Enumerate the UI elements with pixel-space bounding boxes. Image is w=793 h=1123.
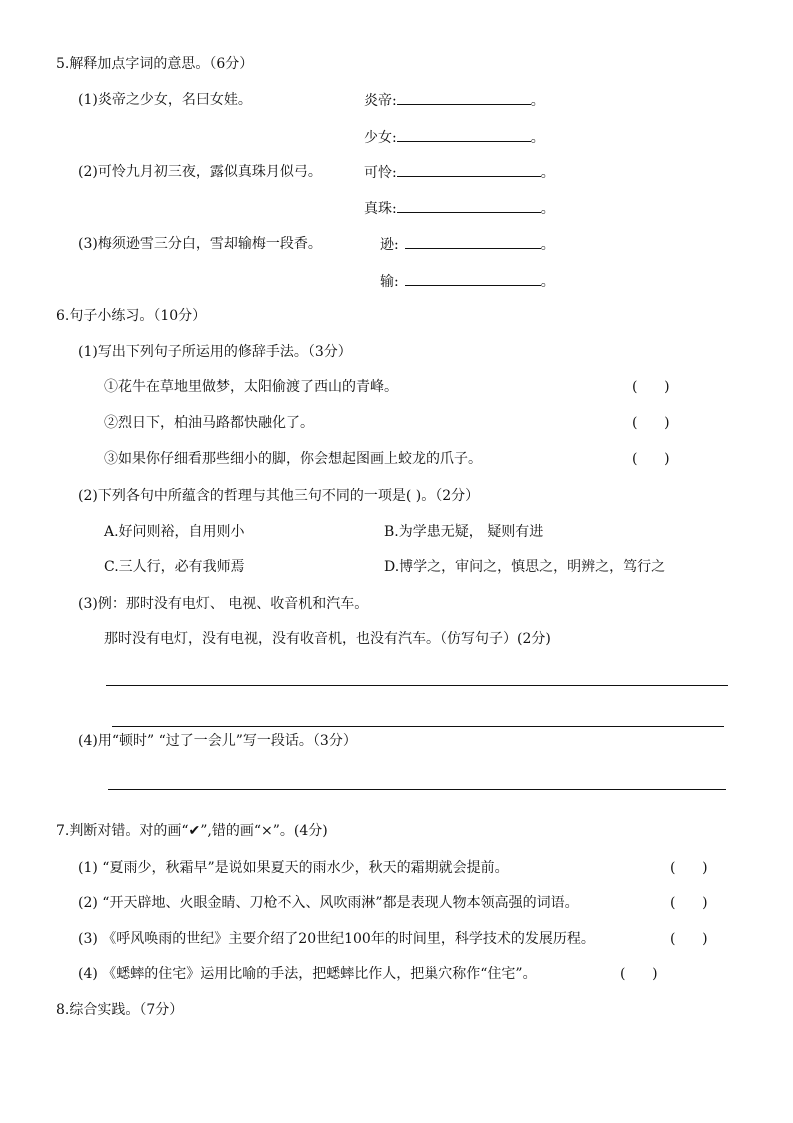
- q5-item1-term2: [364, 127, 545, 148]
- term-end: 。: [540, 165, 555, 181]
- term-end: 。: [540, 274, 555, 290]
- q6-part2-title: (2)下列各句中所蕴含的哲理与其他三句不同的一项是( )。（2分）: [78, 488, 480, 504]
- answer-line[interactable]: [108, 789, 726, 790]
- term-label: 少女:: [364, 130, 397, 146]
- answer-line[interactable]: [112, 726, 724, 727]
- q7-item2: (2) “开天辟地、火眼金睛、刀枪不入、风吹雨淋”都是表现人物本领高强的词语。: [78, 895, 579, 911]
- q6-part4-title: (4)用“顿时” “过了一会儿”写一段话。（3分）: [78, 733, 357, 749]
- q5-item3-term1: [380, 234, 555, 255]
- q7-item3: (3) 《呼风唤雨的世纪》主要介绍了20世纪100年的时间里，科学技术的发展历程。: [78, 931, 595, 947]
- term-end: 。: [540, 237, 555, 253]
- q5-item1-sentence: (1)炎帝之少女，名曰女娃。: [78, 92, 252, 108]
- q6-option-c[interactable]: C.三人行，必有我师焉: [104, 559, 245, 575]
- answer-blank[interactable]: [405, 234, 541, 249]
- answer-blank[interactable]: [397, 90, 531, 105]
- term-label: 真珠:: [364, 201, 397, 217]
- term-end: 。: [540, 201, 555, 217]
- term-label: 输:: [380, 274, 399, 290]
- q6-part1-item2: ②烈日下，柏油马路都快融化了。: [104, 415, 314, 431]
- answer-paren[interactable]: ( ): [632, 451, 670, 467]
- q6-part1-item3: ③如果你仔细看那些细小的脚，你会想起图画上蛟龙的爪子。: [104, 451, 482, 467]
- q7-item1: (1) “夏雨少，秋霜早”是说如果夏天的雨水少，秋天的霜期就会提前。: [78, 860, 509, 876]
- answer-line[interactable]: [106, 685, 728, 686]
- q5-item3-sentence: (3)梅须逊雪三分白，雪却输梅一段香。: [78, 236, 322, 252]
- q5-item1-term1: [364, 90, 545, 111]
- q5-title: 5.解释加点字词的意思。（6分）: [56, 56, 254, 72]
- term-end: 。: [530, 130, 545, 146]
- answer-paren[interactable]: ( ): [670, 895, 708, 911]
- q6-part3-transform: 那时没有电灯，没有电视，没有收音机，也没有汽车。（仿写句子）(2分): [104, 631, 551, 647]
- q5-item2-sentence: (2)可怜九月初三夜，露似真珠月似弓。: [78, 164, 322, 180]
- term-label: 炎帝:: [364, 93, 397, 109]
- answer-blank[interactable]: [397, 127, 531, 142]
- term-label: 逊:: [380, 237, 399, 253]
- q6-option-d[interactable]: D.博学之，审问之，慎思之，明辨之，笃行之: [384, 559, 666, 575]
- q5-item2-term2: [364, 198, 555, 219]
- q5-item2-term1: [364, 162, 555, 183]
- answer-paren[interactable]: ( ): [670, 931, 708, 947]
- q5-item3-term2: [380, 271, 555, 292]
- answer-paren[interactable]: ( ): [632, 379, 670, 395]
- answer-blank[interactable]: [397, 198, 541, 213]
- q7-title: 7.判断对错。对的画“✔”,错的画“×”。(4分): [56, 823, 328, 839]
- answer-paren[interactable]: ( ): [670, 860, 708, 876]
- q6-part1-title: (1)写出下列句子所运用的修辞手法。（3分）: [78, 344, 352, 360]
- answer-paren[interactable]: ( ): [632, 415, 670, 431]
- q6-option-b[interactable]: B.为学患无疑， 疑则有进: [384, 524, 544, 540]
- term-label: 可怜:: [364, 165, 397, 181]
- q7-item4: (4) 《蟋蟀的住宅》运用比喻的手法，把蟋蟀比作人，把巢穴称作“住宅”。: [78, 966, 537, 982]
- q6-part1-item1: ①花牛在草地里做梦，太阳偷渡了西山的青峰。: [104, 379, 398, 395]
- q6-title: 6.句子小练习。（10分）: [56, 308, 207, 324]
- q6-part3-example: (3)例：那时没有电灯、 电视、收音机和汽车。: [78, 596, 369, 612]
- answer-blank[interactable]: [397, 162, 541, 177]
- term-end: 。: [530, 93, 545, 109]
- q6-option-a[interactable]: A.好问则裕，自用则小: [104, 524, 245, 540]
- answer-blank[interactable]: [405, 271, 541, 286]
- q8-title: 8.综合实践。（7分）: [56, 1002, 184, 1018]
- answer-paren[interactable]: ( ): [620, 966, 658, 982]
